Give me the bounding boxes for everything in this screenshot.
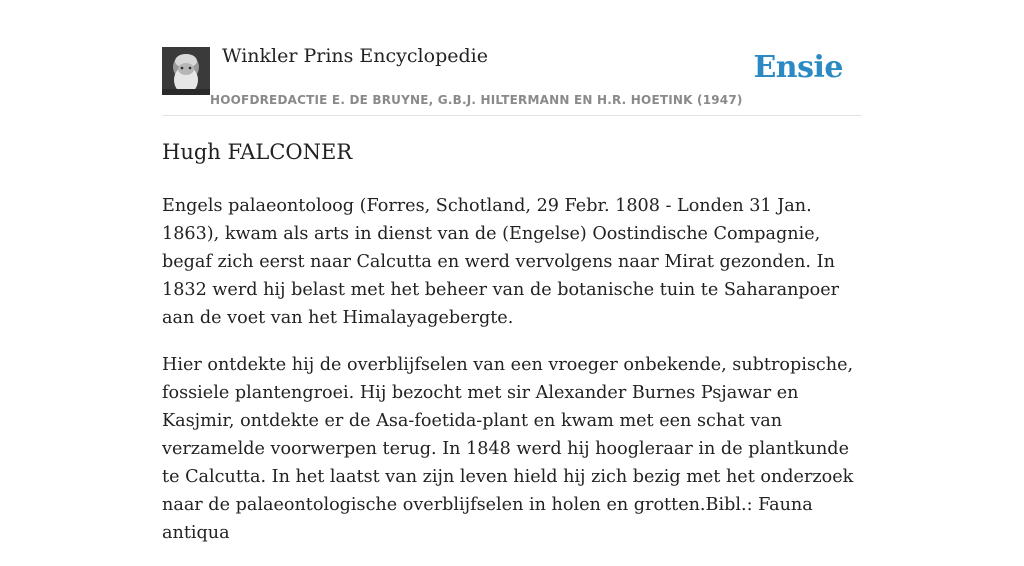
article-paragraph: Hier ontdekte hij de overblijfselen van een vroeger onbekende, subtropische, fossiele plantengroei. Hij bezocht met sir Alexander Burnes Psjawar en Kasjmir, ontdekte er de Asa-foetida-plant en kwam met een schat van verzamelde voorwerpen terug. In 1848 werd hij hoogleraar in de plantkunde te Calcutta. In het laatst van zijn leven hield hij zich bezig met het onderzoek naar de palaeontologische overblijfselen in holen en grotten.Bibl.: Fauna antiqua: [162, 355, 854, 543]
avatar[interactable]: [162, 47, 210, 95]
article-title: Hugh FALCONER: [162, 140, 353, 164]
article-paragraph: Engels palaeontoloog (Forres, Schotland, 29 Febr. 1808 - Londen 31 Jan. 1863), kwam als arts in dienst van de (Engelse) Oostindische Compagnie, begaf zich eerst naar Calcutta en werd vervolgens naar Mirat gezonden. In 1832 werd hij belast met het beheer van de botanische tuin te Saharanpoer aan de voet van het Himalayagebergte.: [162, 196, 840, 328]
site-title[interactable]: Winkler Prins Encyclopedie: [222, 45, 488, 67]
header: [162, 0, 862, 116]
editorial-subtitle: HOOFDREDACTIE E. DE BRUYNE, G.B.J. HILTERMANN EN H.R. HOETINK (1947): [210, 93, 743, 107]
content-container: [162, 0, 862, 543]
ensie-logo[interactable]: Ensie: [753, 50, 843, 85]
article-body: [162, 192, 862, 566]
bearded-man-portrait-icon: [162, 47, 210, 95]
